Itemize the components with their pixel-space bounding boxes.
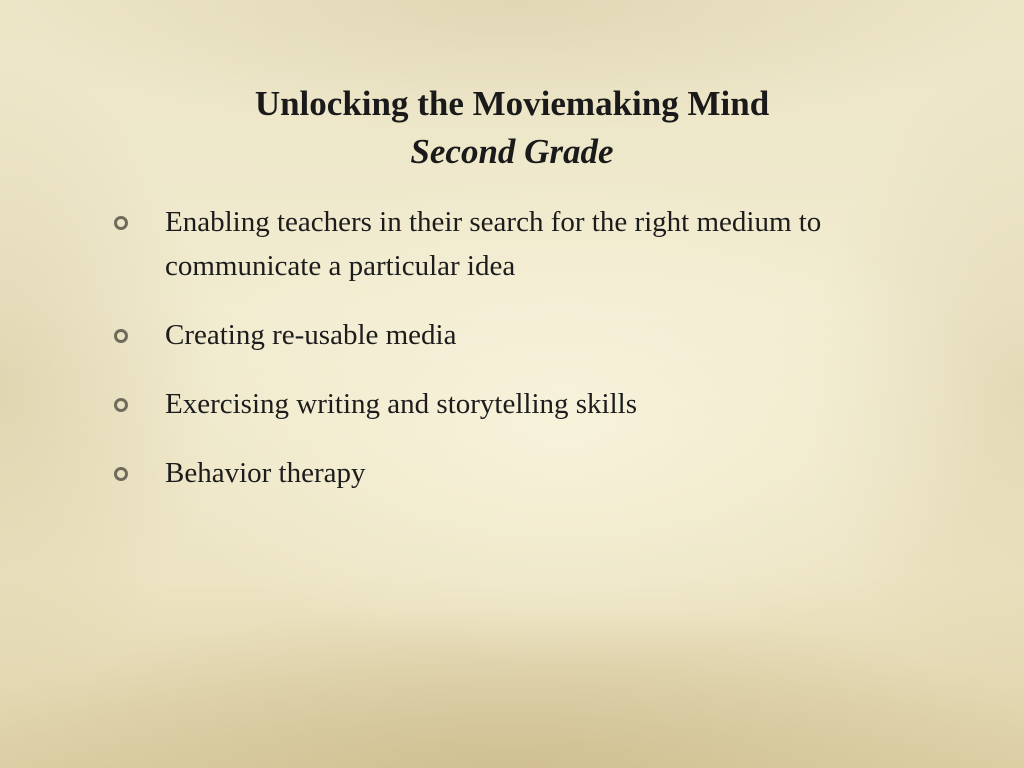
ring-bullet-icon bbox=[114, 467, 128, 481]
bullet-text: Exercising writing and storytelling skills bbox=[165, 388, 638, 420]
ring-bullet-icon bbox=[114, 398, 128, 412]
bullet-item bbox=[112, 451, 912, 495]
bullet-text: Creating re-usable media bbox=[165, 319, 457, 351]
ring-bullet-icon bbox=[114, 329, 128, 343]
slide-title bbox=[0, 80, 1024, 176]
ring-bullet-icon bbox=[114, 216, 128, 230]
bullet-list bbox=[112, 200, 912, 520]
bullet-item bbox=[112, 313, 912, 357]
bullet-item bbox=[112, 382, 912, 426]
bullet-text: Enabling teachers in their search for the right medium to communicate a particular idea bbox=[165, 206, 822, 282]
title-text: Unlocking the Moviemaking Mind bbox=[254, 84, 770, 123]
bullet-text: Behavior therapy bbox=[165, 457, 366, 489]
subtitle-text: Second Grade bbox=[410, 132, 614, 171]
bullet-item bbox=[112, 200, 912, 288]
